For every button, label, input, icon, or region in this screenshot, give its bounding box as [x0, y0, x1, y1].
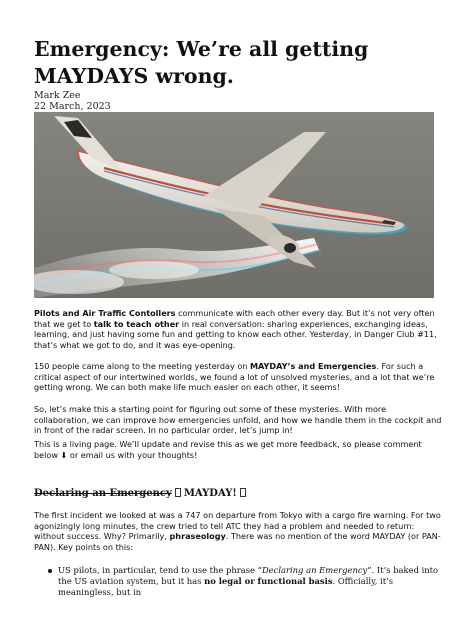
list-item: [48, 565, 442, 598]
highlight-pilots-atc: Pilots and Air Traffic Contollers: [34, 308, 176, 318]
article-meta: [34, 90, 111, 112]
struck-heading-text: Declaring an Emergency: [34, 488, 172, 499]
hero-image: [34, 112, 434, 298]
highlight-phraseology: phraseology: [169, 531, 226, 542]
bullet-icon: [48, 569, 52, 573]
highlight-maydays: MAYDAY’s and Emergencies: [249, 361, 377, 371]
bullet-text-mid: ”. It’s baked into the US aviation system, but it has: [58, 565, 439, 586]
p5-text: The first incident we looked at was a 747 on departure from Tokyo with a cargo fire warning. For two agonizingly long minutes, the crew tried to tell ATC they had a problem and needed to return: without success. Why? Primarily,: [34, 510, 441, 542]
p2-text: 150 people came along to the meeting yesterday on: [34, 361, 250, 371]
highlight-talk: talk to teach other: [93, 318, 180, 329]
publish-date: 22 March, 2023: [34, 101, 111, 112]
bullet-text: US pilots, in particular, tend to use the phrase “: [58, 565, 262, 575]
missing-glyph-icon: [240, 488, 246, 497]
p1-text-end: in real conversation: sharing experiences, exchanging ideas, learning, and just having some fun and getting to know each other. Yesterday, in Danger Club #11, that’s what we got to do, and it was eye-opening.: [34, 318, 437, 350]
p5-text-end: . There was no mention of the word MAYDAY (or PAN-PAN). Key points on this:: [34, 531, 441, 552]
bullet-text-end: . Officially, it’s meaningless, but in: [58, 576, 394, 597]
meeting-paragraph: [34, 361, 442, 393]
airplane-photo: [34, 112, 434, 298]
p1-text: communicate with each other every day. But it’s not very often that we get to: [34, 308, 435, 329]
living-page-paragraph: This is a living page. We’ll update and revise this as we get more feedback, so please comment below ⬇ or email us with your thoughts!: [34, 439, 422, 460]
bullet-emphasis: Declaring an Emergency: [261, 565, 368, 575]
author-name: Mark Zee: [34, 90, 81, 101]
article-title: Emergency: We’re all getting MAYDAYS wrong.: [34, 37, 369, 88]
intro-paragraph: [34, 308, 442, 350]
starting-point-paragraph: So, let’s make this a starting point for figuring out some of these mysteries. With more collaboration, we can improve how emergencies unfold, and how we handle them in the cockpit and in front of the radar screen. In no particular order, let’s jump in!: [34, 404, 442, 436]
key-points-list: [48, 565, 442, 598]
bullet-bold: no legal or functional basis: [204, 576, 333, 586]
mayday-heading-text: MAYDAY!: [183, 488, 237, 499]
p2-text-end: . For such a critical aspect of our intertwined worlds, we found a lot of unsolved mysteries, and a lot that we’re getting wrong. We can both make life much easier on each other, it seems!: [34, 361, 435, 393]
section-heading-declaring: [34, 488, 249, 500]
first-incident-paragraph: [34, 510, 442, 552]
missing-glyph-icon: [175, 488, 181, 497]
